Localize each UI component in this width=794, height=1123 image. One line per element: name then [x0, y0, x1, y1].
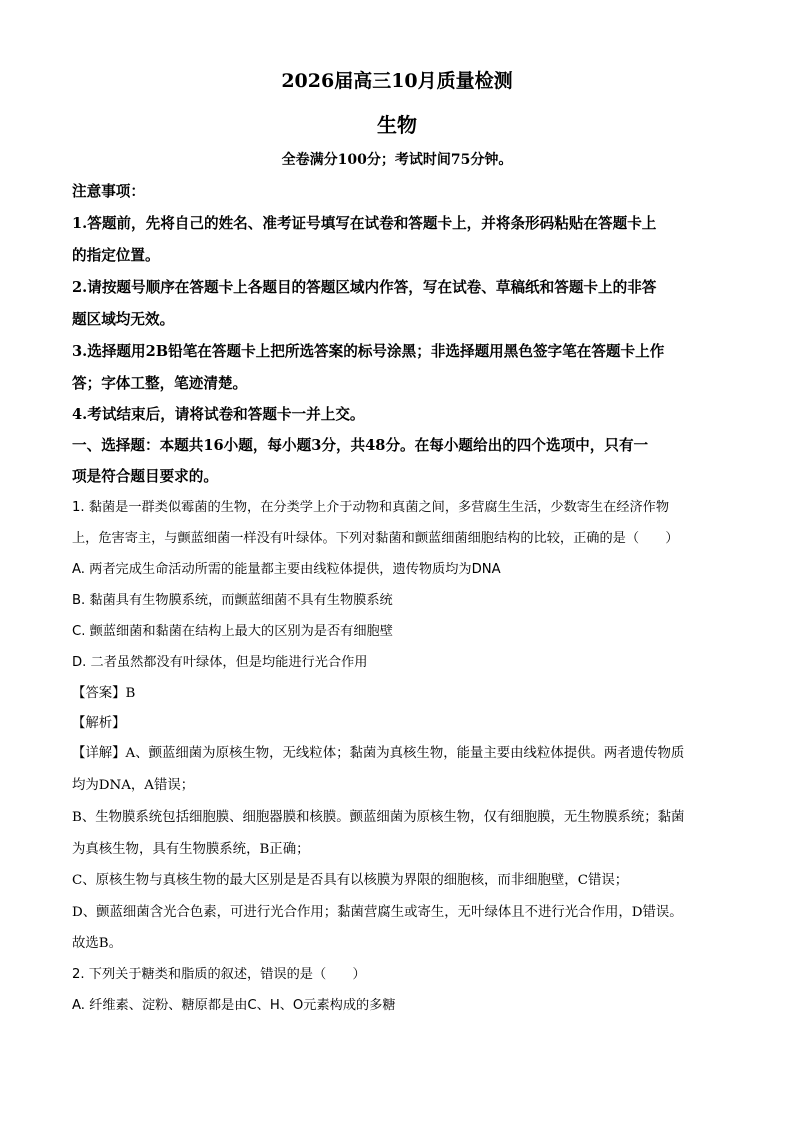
notice-line: 3.选择题用2B铅笔在答题卡上把所选答案的标号涂黑；非选择题用黑色签字笔在答题卡上作	[72, 343, 665, 360]
score-info: 全卷满分100分；考试时间75分钟。	[281, 152, 513, 168]
question-1-analysis-line: B、生物膜系统包括细胞膜、细胞器膜和核膜。颤蓝细菌为原核生物，仅有细胞膜，无生物膜系统；黏菌	[72, 810, 685, 825]
question-2-stem: 2. 下列关于糖类和脂质的叙述，错误的是（ ）	[72, 967, 366, 982]
notice-line: 的指定位置。	[72, 247, 160, 264]
question-1-option-a: A. 两者完成生命活动所需的能量都主要由线粒体提供，遗传物质均为DNA	[72, 562, 501, 577]
subject-title: 生物	[377, 113, 417, 137]
question-1-option-b: B. 黏菌具有生物膜系统，而颤蓝细菌不具有生物膜系统	[72, 593, 393, 608]
question-1-option-d: D. 二者虽然都没有叶绿体，但是均能进行光合作用	[72, 655, 368, 670]
question-1-stem: 1. 黏菌是一群类似霉菌的生物，在分类学上介于动物和真菌之间，多营腐生生活，少数寄生在经济作物	[72, 500, 670, 515]
notice-line: 题区域均无效。	[72, 311, 175, 328]
exam-title: 2026届高三10月质量检测	[281, 70, 513, 92]
question-1-conclusion: 故选B。	[72, 936, 123, 951]
question-1-analysis-line: 【详解】A、颤蓝细菌为原核生物，无线粒体；黏菌为真核生物，能量主要由线粒体提供。两者遗传物质	[72, 746, 685, 761]
notice-heading: 注意事项：	[72, 183, 145, 200]
question-1-analysis-line: 均为DNA，A错误；	[72, 778, 195, 793]
question-1-analysis-line: 为真核生物，具有生物膜系统，B正确；	[72, 842, 310, 857]
question-1-stem-cont: 上，危害寄主，与颤蓝细菌一样没有叶绿体。下列对黏菌和颤蓝细菌细胞结构的比较，正确的是（ ）	[72, 531, 679, 546]
section-heading-cont: 项是符合题目要求的。	[72, 468, 218, 485]
question-1-analysis-line: D、颤蓝细菌含光合色素，可进行光合作用；黏菌营腐生或寄生，无叶绿体且不进行光合作用，D错误。	[72, 905, 683, 920]
question-1-option-c: C. 颤蓝细菌和黏菌在结构上最大的区别为是否有细胞壁	[72, 624, 393, 639]
notice-line: 4.考试结束后，请将试卷和答题卡一并上交。	[72, 406, 365, 423]
section-heading: 一、选择题：本题共16小题，每小题3分，共48分。在每小题给出的四个选项中，只有一	[72, 437, 649, 454]
notice-line: 答；字体工整，笔迹清楚。	[72, 375, 248, 392]
question-1-analysis-line: C、原核生物与真核生物的最大区别是是否具有以核膜为界限的细胞核，而非细胞壁，C错误；	[72, 873, 629, 888]
notice-line: 2.请按题号顺序在答题卡上各题目的答题区域内作答，写在试卷、草稿纸和答题卡上的非答	[72, 279, 657, 296]
question-2-option-a: A. 纤维素、淀粉、糖原都是由C、H、O元素构成的多糖	[72, 998, 396, 1013]
notice-line: 1.答题前，先将自己的姓名、准考证号填写在试卷和答题卡上，并将条形码粘贴在答题卡上	[72, 215, 657, 232]
question-1-analysis-label: 【解析】	[72, 716, 126, 731]
question-1-answer: 【答案】B	[72, 686, 136, 701]
